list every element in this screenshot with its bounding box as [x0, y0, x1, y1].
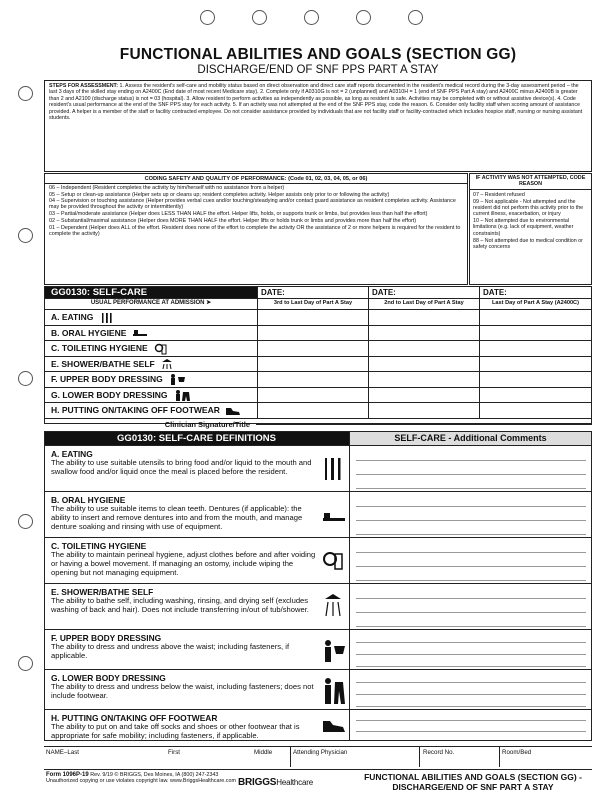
binder-hole	[18, 228, 33, 243]
clinician-signature-label: Clinician Signature/Title	[164, 420, 250, 429]
definitions-section	[44, 431, 592, 741]
binder-hole	[18, 656, 33, 671]
date-label: DATE:	[479, 287, 591, 298]
form-subtitle: DISCHARGE/END OF SNF PPS PART A STAY	[197, 64, 439, 76]
not-attempted-item: 09 – Not applicable - Not attempted and the resident did not perform this activity prior to the current illness, exacerbation, or injury	[473, 199, 584, 218]
upper-body-dressing-icon	[169, 374, 185, 385]
definition-text: The ability to use suitable items to clean teeth. Dentures (if applicable): the ability to insert and remove dentures into and from the mouth, and manage denture soaking and rinsing with use of equipment.	[51, 503, 303, 531]
comment-area[interactable]	[349, 538, 591, 583]
definition-eating	[45, 446, 591, 492]
item-label: F. UPPER BODY DRESSING	[51, 374, 163, 384]
score-cell[interactable]	[368, 326, 479, 341]
definition-name: E. SHOWER/BATHE SELF	[51, 587, 154, 597]
not-attempted-item: 10 – Not attempted due to environmental limitations (e.g. lack of equipment, weather constraints)	[473, 218, 574, 237]
signature-line[interactable]	[256, 424, 592, 425]
shoe-icon	[226, 407, 240, 415]
definition-name: C. TOILETING HYGIENE	[51, 541, 147, 551]
period-header: 3rd to Last Day of Part A Stay	[257, 299, 368, 309]
binder-hole	[18, 514, 33, 529]
item-label: E. SHOWER/BATHE SELF	[51, 358, 155, 369]
score-cell[interactable]	[257, 341, 368, 356]
score-cell[interactable]	[368, 357, 479, 372]
not-attempted-item: 07 – Resident refused	[473, 192, 525, 198]
form-page	[44, 46, 592, 792]
self-care-row-oral-hygiene	[45, 326, 591, 342]
date-label: DATE:	[368, 287, 479, 298]
steps-label: STEPS FOR ASSESSMENT:	[49, 83, 118, 89]
item-label: C. TOILETING HYGIENE	[51, 343, 148, 353]
coding-box	[44, 173, 468, 285]
copyright-notice: Unauthorized copying or use violates copyright law. www.BriggsHealthcare.com	[46, 778, 236, 785]
definition-upper-body	[45, 630, 591, 670]
definition-text: The ability to bathe self, including washing, rinsing, and drying self (excludes washing of back and hair). Does not include transferring in/out of tub/shower.	[51, 595, 309, 614]
score-cell[interactable]	[257, 388, 368, 403]
resident-identification-row	[44, 746, 592, 766]
toilet-paper-icon	[154, 344, 166, 354]
item-label: G. LOWER BODY DRESSING	[51, 389, 168, 400]
steps-text: 1. Assess the resident's self-care and mobility status based on direct observation and direct care staff reports documented in the resident's medical record during the 3-day assessment period – the last 3 days of the skilled stay ending on A2400C (End date of most recent Medicare stay). 2. Complete only if A0310G is not = 2 (unplanned) and A0310H = 1 (end of SNF PPS Part A stay) and A2400C minus A2400B is greater than 2 and A2100 (discharge status) is not = 03 (hospital). 3. Allow resident to perform activities as independently as possible, as long as resident is safe. Activities may be completed with or without assistive device(s). 4. Code resident's usual performance at the end of the SNF PPS stay for each activity. 5. If an activity was not attempted at the end of the SNF PPS stay, code the reason. 6. Consider only facility staff when scoring amount of assistance provided. A helper is a member of the staff or facility contracted employee. Do not consider assistance provided by individuals that are not facility staff or facility-contracted which includes hospice staff, nursing or nursing assistant students.	[49, 83, 583, 122]
definition-name: B. ORAL HYGIENE	[51, 495, 126, 505]
score-cell[interactable]	[257, 372, 368, 387]
not-attempted-item: 88 – Not attempted due to medical condition or safety concerns	[473, 237, 583, 250]
period-header: Last Day of Part A Stay (A2400C)	[479, 299, 591, 309]
comments-title: SELF-CARE - Additional Comments	[349, 432, 591, 445]
score-cell[interactable]	[479, 357, 591, 372]
score-cell[interactable]	[479, 310, 591, 325]
coding-item: 03 – Partial/moderate assistance (Helper does LESS THAN HALF the effort. Helper lifts, holds, or supports trunk or limbs, but provides less than half the effort)	[49, 211, 428, 218]
self-care-row-footwear	[45, 403, 591, 419]
coding-list	[45, 184, 467, 238]
coding-item: 01 – Dependent (Helper does ALL of the effort. Resident does none of the effort to complete the activity OR the assistance of 2 or more helpers is required for the resident to complete the activity)	[49, 224, 461, 237]
self-care-title: GG0130: SELF-CARE	[45, 287, 257, 298]
definition-text: The ability to dress and undress above the waist; including fasteners, if applicable.	[51, 641, 290, 660]
definition-toileting	[45, 538, 591, 584]
coding-item: 04 – Supervision or touching assistance (Helper provides verbal cues and/or touching/steadying and/or contact guard assistance as resident completes activity. Assistance may be provided throughout the activity or intermittently)	[49, 198, 456, 211]
binder-hole	[252, 10, 267, 25]
form-title: FUNCTIONAL ABILITIES AND GOALS (SECTION GG)	[119, 46, 517, 63]
self-care-grid	[44, 286, 592, 424]
not-attempted-list	[470, 190, 591, 253]
utensils-icon	[100, 313, 114, 323]
definition-name: H. PUTTING ON/TAKING OFF FOOTWEAR	[51, 713, 218, 723]
coding-item: 06 – Independent (Resident completes the activity by him/herself with no assistance from a helper)	[49, 185, 285, 191]
score-cell[interactable]	[257, 357, 368, 372]
form-footer	[44, 769, 592, 794]
score-cell[interactable]	[257, 310, 368, 325]
definition-shower	[45, 584, 591, 630]
score-cell[interactable]	[368, 341, 479, 356]
score-cell[interactable]	[368, 372, 479, 387]
self-care-row-toileting	[45, 341, 591, 357]
coding-item: 02 – Substantial/maximal assistance (Helper does MORE THAN HALF the effort. Helper lifts or holds trunk or limbs and provides more than half the effort)	[49, 217, 417, 224]
utensils-icon	[323, 458, 343, 480]
brand-suffix: Healthcare	[276, 778, 313, 787]
comment-area[interactable]	[349, 670, 591, 709]
room-bed-label: Room/Bed	[502, 749, 532, 756]
record-number-label: Record No.	[423, 749, 455, 756]
score-cell[interactable]	[479, 372, 591, 387]
attending-physician-label: Attending Physician	[293, 749, 348, 756]
not-attempted-heading: IF ACTIVITY WAS NOT ATTEMPTED, CODE REASON	[470, 174, 591, 190]
comment-area[interactable]	[349, 492, 591, 537]
middle-name-label: Middle	[254, 749, 273, 756]
period-header: 2nd to Last Day of Part A Stay	[368, 299, 479, 309]
not-attempted-box	[469, 173, 592, 285]
score-cell[interactable]	[479, 326, 591, 341]
shower-icon	[161, 359, 173, 370]
toothbrush-icon	[323, 512, 345, 522]
score-cell[interactable]	[368, 403, 479, 418]
form-revision: Rev. 9/19 © BRIGGS, Des Moines, IA (800) 247-2343	[90, 772, 219, 778]
binder-hole	[200, 10, 215, 25]
definition-text: The ability to put on and take off socks and shoes or other footwear that is appropriate for safe mobility; including fasteners, if applicable.	[51, 721, 300, 740]
briggs-logo	[238, 777, 313, 788]
definition-footwear	[45, 710, 591, 740]
item-label: A. EATING	[51, 312, 94, 322]
toothbrush-icon	[133, 328, 147, 338]
score-cell[interactable]	[479, 403, 591, 418]
definitions-title: GG0130: SELF-CARE DEFINITIONS	[117, 433, 276, 444]
name-last-label: NAME–Last	[46, 749, 80, 756]
lower-body-dressing-icon	[174, 390, 190, 401]
binder-hole	[18, 86, 33, 101]
comment-area[interactable]	[349, 630, 591, 669]
lower-body-dressing-icon	[323, 678, 345, 704]
definition-name: G. LOWER BODY DRESSING	[51, 673, 166, 683]
coding-heading: CODING SAFETY AND QUALITY OF PERFORMANCE: (Code 01, 02, 03, 04, 05, or 06)	[45, 174, 467, 184]
score-cell[interactable]	[368, 388, 479, 403]
first-name-label: First	[168, 749, 181, 756]
binder-hole	[408, 10, 423, 25]
comment-area[interactable]	[349, 446, 591, 491]
footer-title-line2: DISCHARGE/END OF SNF PART A STAY	[392, 781, 554, 792]
upper-body-dressing-icon	[323, 640, 345, 662]
form-number: Form 1096P-19	[46, 772, 89, 778]
self-care-row-lower-body	[45, 388, 591, 404]
definition-name: F. UPPER BODY DRESSING	[51, 633, 162, 643]
footer-title-line1: FUNCTIONAL ABILITIES AND GOALS (SECTION GG) -	[364, 772, 582, 782]
item-label: B. ORAL HYGIENE	[51, 327, 127, 338]
self-care-row-upper-body	[45, 372, 591, 388]
toilet-paper-icon	[323, 552, 343, 570]
definition-oral-hygiene	[45, 492, 591, 538]
date-label: DATE:	[257, 287, 368, 298]
grid-subheader-row	[45, 299, 591, 310]
self-care-row-shower	[45, 357, 591, 373]
definition-text: The ability to use suitable utensils to bring food and/or liquid to the mouth and swallow food and/or liquid once the meal is placed before the resident.	[51, 457, 312, 476]
brand-name: BRIGGS	[238, 777, 277, 788]
self-care-row-eating	[45, 310, 591, 326]
score-cell[interactable]	[479, 341, 591, 356]
score-cell[interactable]	[257, 326, 368, 341]
binder-hole	[356, 10, 371, 25]
definition-text: The ability to dress and undress below the waist, including fasteners; does not include footwear.	[51, 681, 314, 700]
definition-name: A. EATING	[51, 449, 93, 459]
shower-icon	[323, 594, 343, 618]
shoe-icon	[323, 720, 345, 732]
usual-performance-label: USUAL PERFORMANCE AT ADMISSION ➤	[90, 300, 212, 306]
score-cell[interactable]	[257, 403, 368, 418]
coding-item: 05 – Setup or clean-up assistance (Helper sets up or cleans up; resident completes activity. Helper assists only prior to or following the activity)	[49, 191, 390, 198]
definitions-header	[45, 432, 591, 446]
score-cell[interactable]	[368, 310, 479, 325]
comment-area[interactable]	[349, 710, 591, 740]
comment-area[interactable]	[349, 584, 591, 629]
item-label: H. PUTTING ON/TAKING OFF FOOTWEAR	[51, 405, 220, 415]
score-cell[interactable]	[479, 388, 591, 403]
definition-text: The ability to maintain perineal hygiene, adjust clothes before and after voiding or having a bowel movement. If managing an ostomy, include wiping the opening but not managing equipment.	[51, 549, 316, 577]
binder-hole	[304, 10, 319, 25]
definition-lower-body	[45, 670, 591, 710]
grid-header-row	[45, 287, 591, 299]
steps-for-assessment	[44, 80, 592, 172]
binder-hole	[18, 371, 33, 386]
